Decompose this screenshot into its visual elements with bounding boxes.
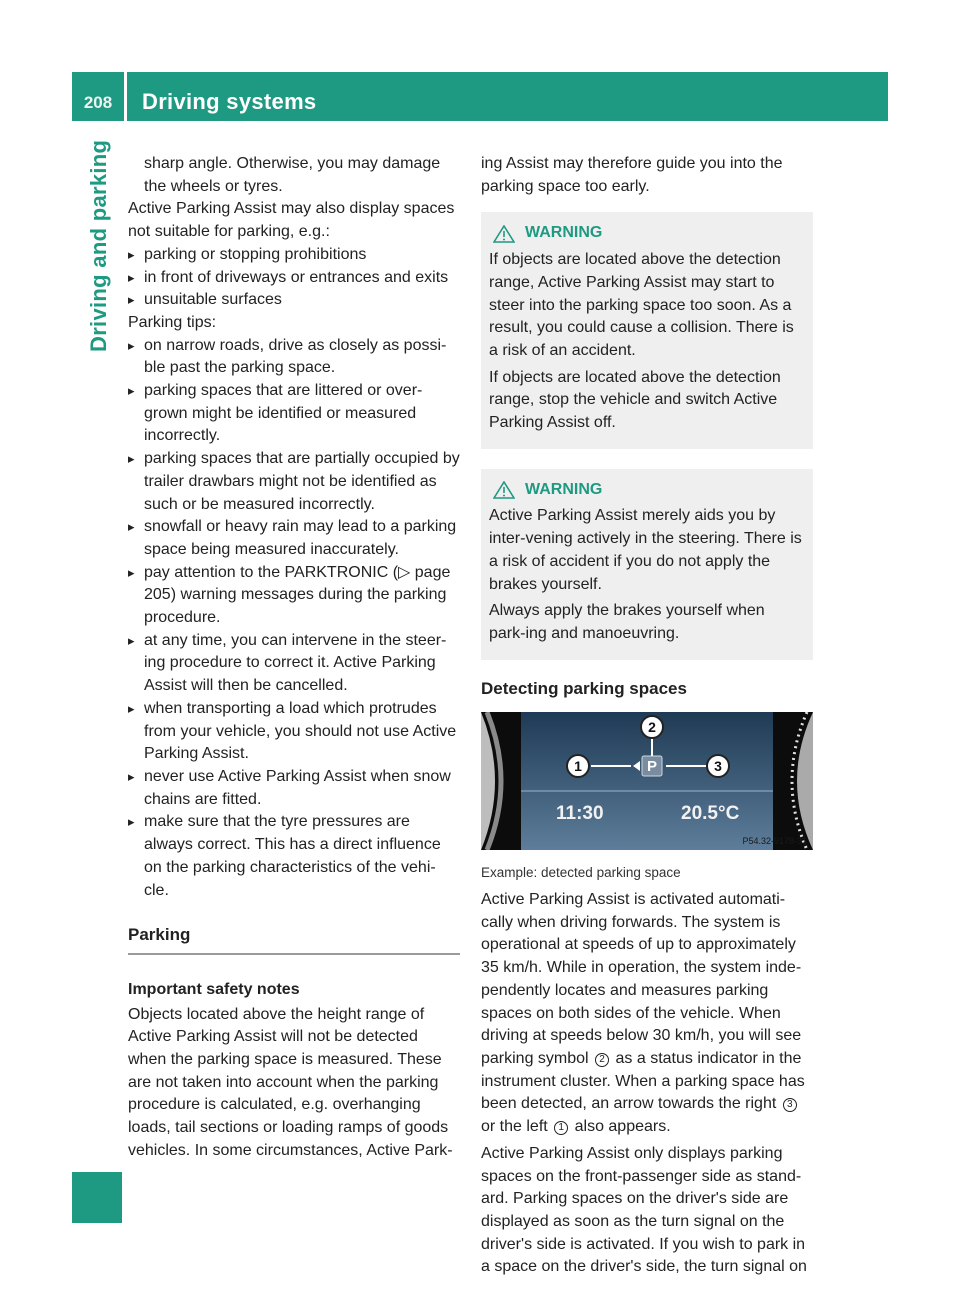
list-item: ▸ parking or stopping prohibitions (128, 244, 460, 267)
paragraph: Active Parking Assist may also display spaces not suitable for parking, e.g.: (128, 200, 455, 241)
right-column (481, 153, 813, 1279)
bullet-list (128, 335, 460, 903)
paragraph: sharp angle. Otherwise, you may damage the wheels or tyres. (144, 155, 441, 195)
warning-header (489, 222, 805, 245)
sidebar-marker (72, 1172, 122, 1223)
warning-text: If objects are located above the detection range, Active Parking Assist may start to steer into the parking space too soon. As a result, you could cause a collision. There is a risk of an accident. (489, 251, 794, 359)
text-run: also appears. (574, 1118, 671, 1136)
marker-3: 3 (714, 758, 722, 775)
ref-1: 1 (554, 1121, 568, 1135)
bullet-list (128, 244, 460, 312)
figure-caption: Example: detected parking space (481, 865, 681, 881)
instrument-cluster-figure (481, 712, 813, 850)
list-item: ▸ make sure that the tyre pressures are always correct. This has a direct influence on the parking characteristics of the vehi-cle. (128, 811, 460, 902)
paragraph (481, 889, 813, 1139)
marker-1: 1 (574, 758, 582, 775)
subsection-title: Important safety notes (128, 980, 300, 998)
warning-text: If objects are located above the detection range, stop the vehicle and switch Active Parking Assist off. (489, 368, 781, 432)
list-item: ▸ at any time, you can intervene in the steer-ing procedure to correct it. Active Parking Assist will then be cancelled. (128, 630, 460, 698)
warning-box (481, 469, 813, 660)
list-item: ▸ parking spaces that are partially occupied by trailer drawbars might not be identified as such or be measured incorrectly. (128, 448, 460, 516)
paragraph: Objects located above the height range of Active Parking Assist will not be detected when the parking space is measured. These are not taken into account when the parking procedure is calculated, e.g. overhanging loads, tail sections or loading ramps of goods vehicles. In some circumstances, Active Park- (128, 1005, 453, 1159)
list-item: ▸ parking spaces that are littered or over-grown might be identified or measured incorrectly. (128, 380, 460, 448)
warning-box (481, 212, 813, 448)
list-item: ▸ never use Active Parking Assist when snow chains are fitted. (128, 766, 460, 811)
list-item: ▸ snowfall or heavy rain may lead to a parking space being measured inaccurately. (128, 516, 460, 561)
text-run: or the left (481, 1118, 548, 1136)
list-item: ▸ when transporting a load which protrudes from your vehicle, you should not use Active Parking Assist. (128, 698, 460, 766)
list-item: ▸ on narrow roads, drive as closely as possi-ble past the parking space. (128, 335, 460, 380)
warning-triangle-icon (493, 481, 515, 499)
marker-2: 2 (648, 719, 656, 736)
paragraph: ing Assist may therefore guide you into the parking space too early. (481, 155, 783, 195)
paragraph: Active Parking Assist only displays parking spaces on the front-passenger side as stand-ard. Parking spaces on the driver's side are displayed as soon as the turn signal on the driver's side is activated. If you wish to park in a space on the driver's side, the turn signal on (481, 1144, 807, 1276)
clock-readout: 11:30 (556, 803, 604, 825)
page-header (72, 72, 888, 121)
warning-text: Always apply the brakes yourself when park-ing and manoeuvring. (489, 602, 765, 642)
temperature-readout: 20.5°C (681, 803, 740, 825)
warning-header (489, 479, 805, 502)
warning-title: WARNING (525, 480, 603, 498)
text-run: Active Parking Assist is activated automati-cally when driving forwards. The system is operational at speeds of up to approximately 35 km/h. While in operation, the system inde-pendently locates and measures parking spaces on both sides of the vehicle. When driving at speeds below 30 km/h, you will see parking symbol (481, 891, 802, 1067)
sidebar-section-label: Driving and parking (86, 139, 111, 352)
warning-title: WARNING (525, 224, 603, 242)
left-column (128, 153, 460, 1163)
text-run: as a status indicator in the instrument cluster. When a parking space has been detected, an arrow towards the right (481, 1049, 805, 1113)
warning-text: Active Parking Assist merely aids you by inter-vening actively in the steering. There is a risk of accident if you do not apply the brakes yourself. (489, 507, 802, 593)
parking-symbol: P (646, 758, 658, 776)
subsection-title: Detecting parking spaces (481, 678, 687, 698)
list-item: ▸ in front of driveways or entrances and exits (128, 267, 460, 290)
chapter-title: Driving systems (142, 89, 317, 114)
list-item: ▸ unsuitable surfaces (128, 289, 460, 312)
ref-2: 2 (595, 1053, 609, 1067)
list-item: ▸ pay attention to the PARKTRONIC (▷ page 205) warning messages during the parking procedure. (128, 562, 460, 630)
header-divider (124, 72, 127, 121)
figure-code: P54.32-9178-31 (742, 836, 807, 847)
warning-triangle-icon (493, 225, 515, 243)
page-number: 208 (83, 93, 113, 112)
ref-3: 3 (783, 1098, 797, 1112)
paragraph: Parking tips: (128, 313, 217, 331)
section-title: Parking (128, 924, 460, 955)
